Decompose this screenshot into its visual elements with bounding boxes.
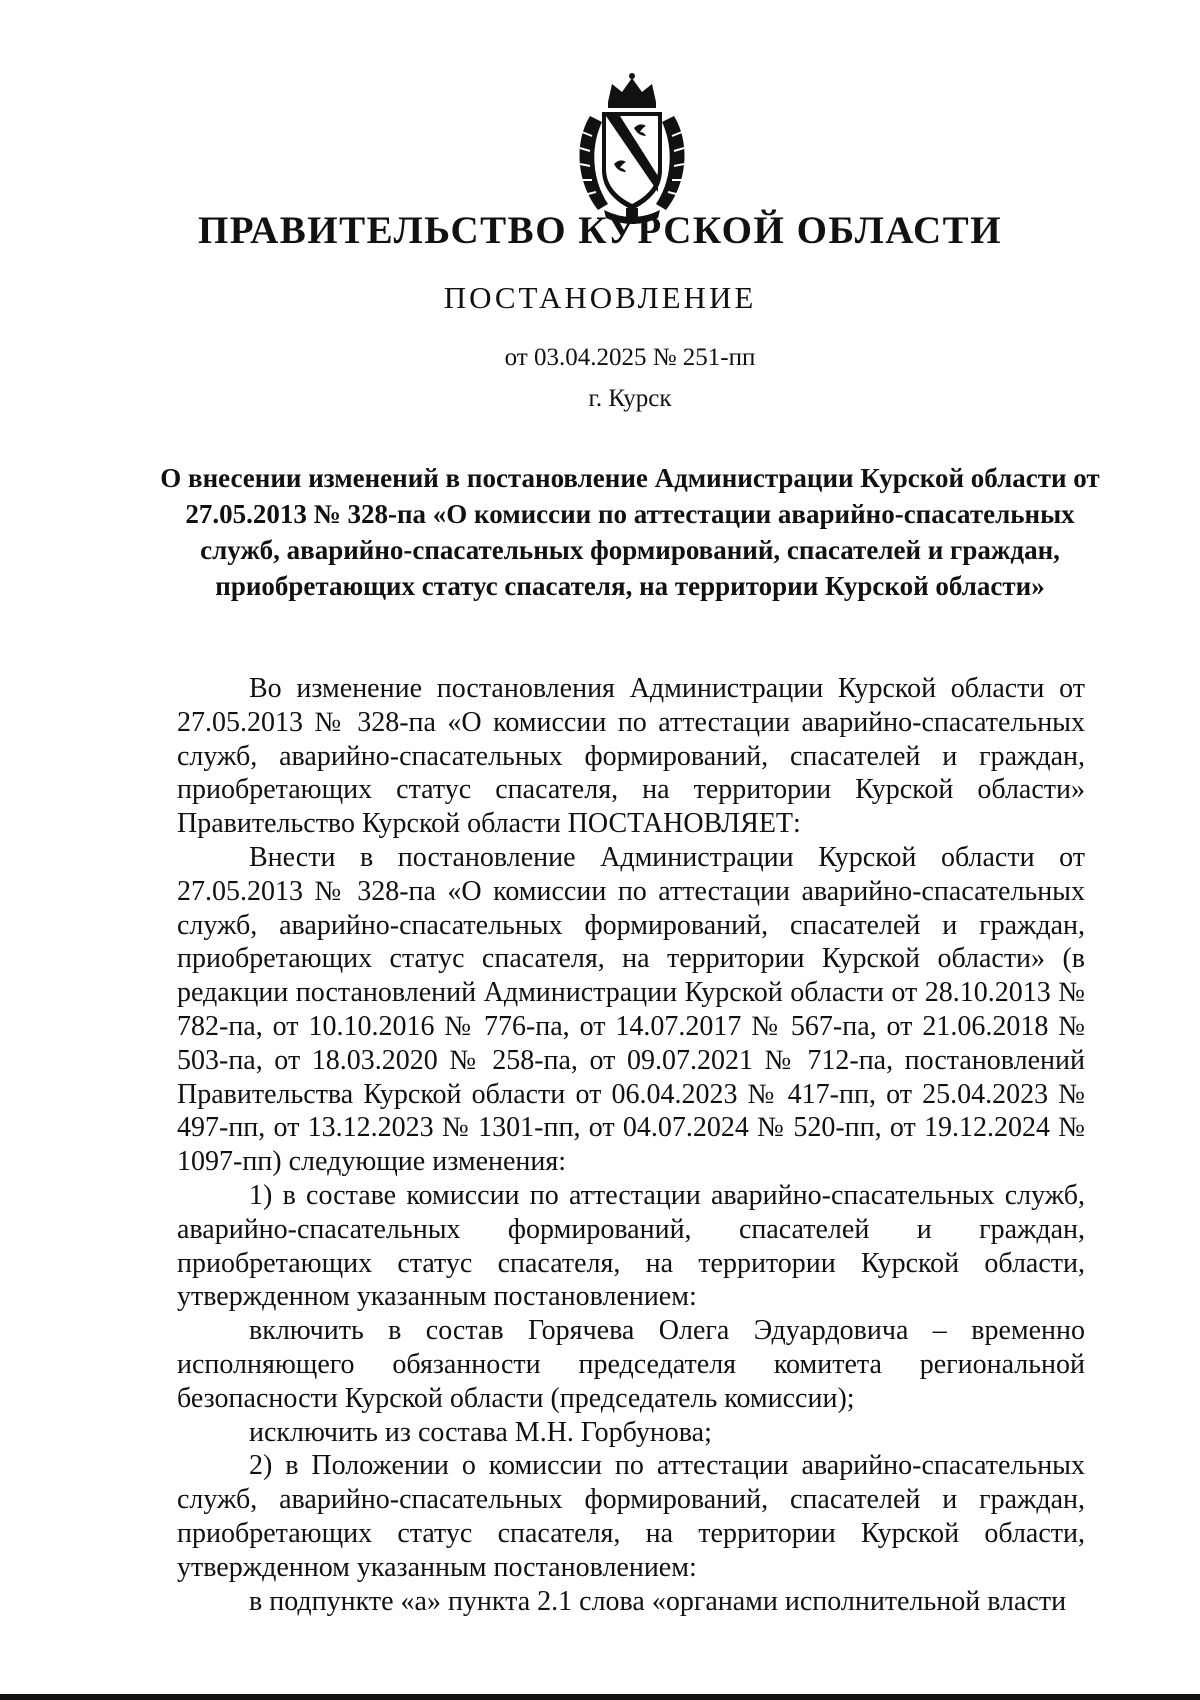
bottom-edge-rule [0,1694,1200,1700]
body-paragraph: 2) в Положении о комиссии по аттестации аварийно-спасательных служб, аварийно-спасательных формирований, спасателей и граждан, приобретающих статус спасателя, на территории Курской области, утвержденном указанным постановлением: [177,1450,1085,1583]
body-paragraph: в подпункте «а» пункта 2.1 слова «органами исполнительной власти [249,1585,1067,1617]
document-city: г. Курск [588,385,672,412]
document-body [177,672,1085,1618]
body-paragraph: включить в состав Горячева Олега Эдуардовича – временно исполняющего обязанности председателя комитета региональной безопасности Курской области (председатель комиссии); [177,1315,1085,1414]
document-type: ПОСТАНОВЛЕНИЕ [443,280,757,315]
body-paragraph: 1) в составе комиссии по аттестации аварийно-спасательных служб, аварийно-спасательных формирований, спасателей и граждан, приобретающих статус спасателя, на территории Курской области, утвержденном указанным постановлением: [177,1179,1085,1313]
document-heading: О внесении изменений в постановление Администрации Курской области от 27.05.2013 № 328-па «О комиссии по аттестации аварийно-спасательных служб, аварийно-спасательных формирований, спасателей и граждан, приобретающих статус спасателя, на территории Курской области» [160,463,1100,601]
body-paragraph: Внести в постановление Администрации Курской области от 27.05.2013 № 328-па «О комиссии по аттестации аварийно-спасательных служб, аварийно-спасательных формирований, спасателей и граждан, приобретающих статус спасателя, на территории Курской области» (в редакции постановлений Администрации Курской области от 28.10.2013 № 782-па, от 10.10.2016 № 776-па, от 14.07.2017 № 567-па, от 21.06.2018 № 503-па, от 18.03.2020 № 258-па, от 09.07.2021 № 712-па, постановлений Правительства Курской области от 06.04.2023 № 417-пп, от 25.04.2023 № 497-пп, от 13.12.2023 № 1301-пп, от 04.07.2024 № 520-пп, от 19.12.2024 № 1097-пп) следующие изменения: [177,841,1085,1178]
government-title: ПРАВИТЕЛЬСТВО КУРСКОЙ ОБЛАСТИ [197,209,1003,252]
body-paragraph: Во изменение постановления Администрации Курской области от 27.05.2013 № 328-па «О комиссии по аттестации аварийно-спасательных служб, аварийно-спасательных формирований, спасателей и граждан, приобретающих статус спасателя, на территории Курской области» Правительство Курской области ПОСТАНОВЛЯЕТ: [177,673,1085,840]
body-paragraph: исключить из состава М.Н. Горбунова; [249,1416,712,1448]
document-date-number: от 03.04.2025 № 251-пп [504,344,756,371]
kursk-coat-of-arms-icon [568,72,696,224]
